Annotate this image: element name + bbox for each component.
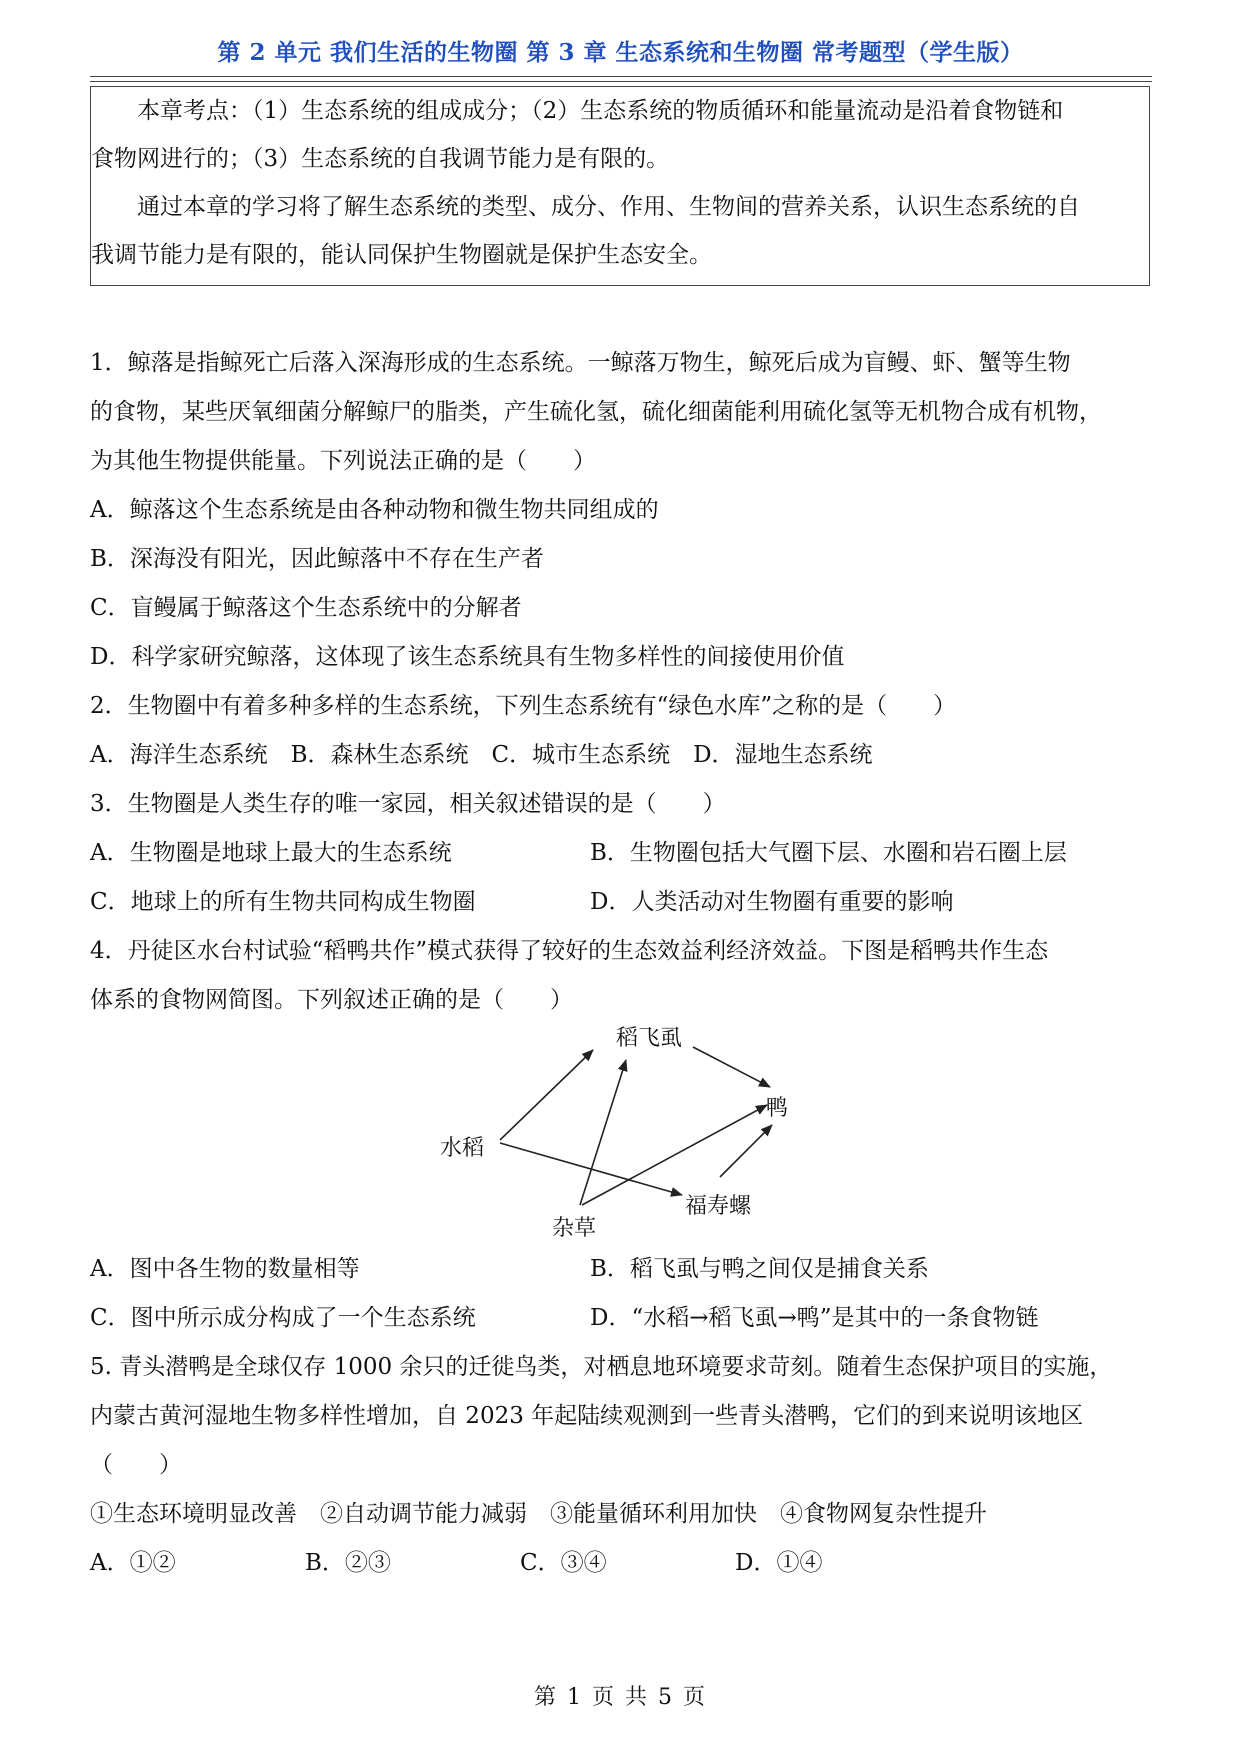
q4-option-b: B．稻飞虱与鸭之间仅是捕食关系 xyxy=(590,1256,929,1282)
q1-stem-line: 为其他生物提供能量。下列说法正确的是（ ） xyxy=(90,448,596,474)
q5-stem-line: （ ） xyxy=(90,1452,182,1478)
q1-option-c: C．盲鳗属于鲸落这个生态系统中的分解者 xyxy=(90,595,522,621)
q4-option-a: A．图中各生物的数量相等 xyxy=(90,1256,360,1282)
q5-option-a: A．①② xyxy=(90,1550,176,1576)
q1-stem-line: 1．鲸落是指鲸死亡后落入深海形成的生态系统。一鲸落万物生，鲸死后成为盲鳗、虾、蟹等生物 xyxy=(90,350,1071,376)
header-rule-bottom xyxy=(90,81,1152,82)
chapter-summary-box xyxy=(90,86,1150,286)
arrow-weed-to-duck xyxy=(582,1105,767,1205)
q3-option-b: B．生物圈包括大气圈下层、水圈和岩石圈上层 xyxy=(590,840,1067,866)
q5-option-c: C．③④ xyxy=(520,1550,607,1576)
q1-option-a: A．鲸落这个生态系统是由各种动物和微生物共同组成的 xyxy=(90,497,659,523)
q2-options: A．海洋生态系统 B．森林生态系统 C．城市生态系统 D．湿地生态系统 xyxy=(90,742,873,768)
summary-line: 通过本章的学习将了解生态系统的类型、成分、作用、生物间的营养关系，认识生态系统的自 xyxy=(137,194,1080,220)
node-planthopper: 稻飞虱 xyxy=(616,1025,683,1050)
food-web-diagram xyxy=(430,1015,800,1240)
summary-line: 本章考点：（1）生态系统的组成成分；（2）生态系统的物质循环和能量流动是沿着食物链和 xyxy=(137,98,1064,124)
q5-option-b: B．②③ xyxy=(305,1550,391,1576)
summary-line: 我调节能力是有限的，能认同保护生物圈就是保护生态安全。 xyxy=(91,242,712,268)
q5-stem-line: 5. 青头潜鸭是全球仅存 1000 余只的迁徙鸟类，对栖息地环境要求苛刻。随着生态保护项目的实施， xyxy=(90,1354,1113,1380)
arrow-planthopper-to-duck xyxy=(693,1047,770,1087)
q3-stem: 3．生物圈是人类生存的唯一家园，相关叙述错误的是（ ） xyxy=(90,791,726,817)
header-rule-top xyxy=(90,76,1152,77)
q5-stem-line: 内蒙古黄河湿地生物多样性增加，自 2023 年起陆续观测到一些青头潜鸭，它们的到来说明该地区 xyxy=(90,1403,1084,1429)
q1-option-b: B．深海没有阳光，因此鲸落中不存在生产者 xyxy=(90,546,544,572)
q2-stem: 2．生物圈中有着多种多样的生态系统，下列生态系统有“绿色水库”之称的是（ ） xyxy=(90,693,957,719)
arrow-rice-to-planthopper xyxy=(500,1050,593,1140)
q1-stem-line: 的食物，某些厌氧细菌分解鲸尸的脂类，产生硫化氢，硫化细菌能利用硫化氢等无机物合成有机物， xyxy=(90,399,1102,425)
summary-line: 食物网进行的；（3）生态系统的自我调节能力是有限的。 xyxy=(91,146,670,172)
q3-option-a: A．生物圈是地球上最大的生态系统 xyxy=(90,840,452,866)
q1-option-d: D．科学家研究鲸落，这体现了该生态系统具有生物多样性的间接使用价值 xyxy=(90,644,845,670)
arrow-weed-to-planthopper xyxy=(580,1060,626,1205)
q5-option-d: D．①④ xyxy=(735,1550,823,1576)
q4-option-c: C．图中所示成分构成了一个生态系统 xyxy=(90,1305,476,1331)
node-duck: 鸭 xyxy=(766,1095,789,1120)
page-header-title: 第 2 单元 我们生活的生物圈 第 3 章 生态系统和生物圈 常考题型（学生版） xyxy=(217,39,1024,66)
q3-option-d: D．人类活动对生物圈有重要的影响 xyxy=(590,889,954,915)
node-snail: 福寿螺 xyxy=(685,1193,752,1218)
node-weed: 杂草 xyxy=(552,1215,597,1240)
node-rice: 水稻 xyxy=(440,1135,485,1160)
q5-statements: ①生态环境明显改善 ②自动调节能力减弱 ③能量循环利用加快 ④食物网复杂性提升 xyxy=(90,1501,987,1527)
arrow-snail-to-duck xyxy=(720,1125,772,1177)
q4-stem-line: 体系的食物网简图。下列叙述正确的是（ ） xyxy=(90,987,573,1013)
page-number: 第 1 页 共 5 页 xyxy=(534,1685,707,1710)
q4-option-d: D．“水稻→稻飞虱→鸭”是其中的一条食物链 xyxy=(590,1305,1039,1331)
q4-stem-line: 4．丹徒区水台村试验“稻鸭共作”模式获得了较好的生态效益利经济效益。下图是稻鸭共作生态 xyxy=(90,938,1049,964)
q3-option-c: C．地球上的所有生物共同构成生物圈 xyxy=(90,889,476,915)
